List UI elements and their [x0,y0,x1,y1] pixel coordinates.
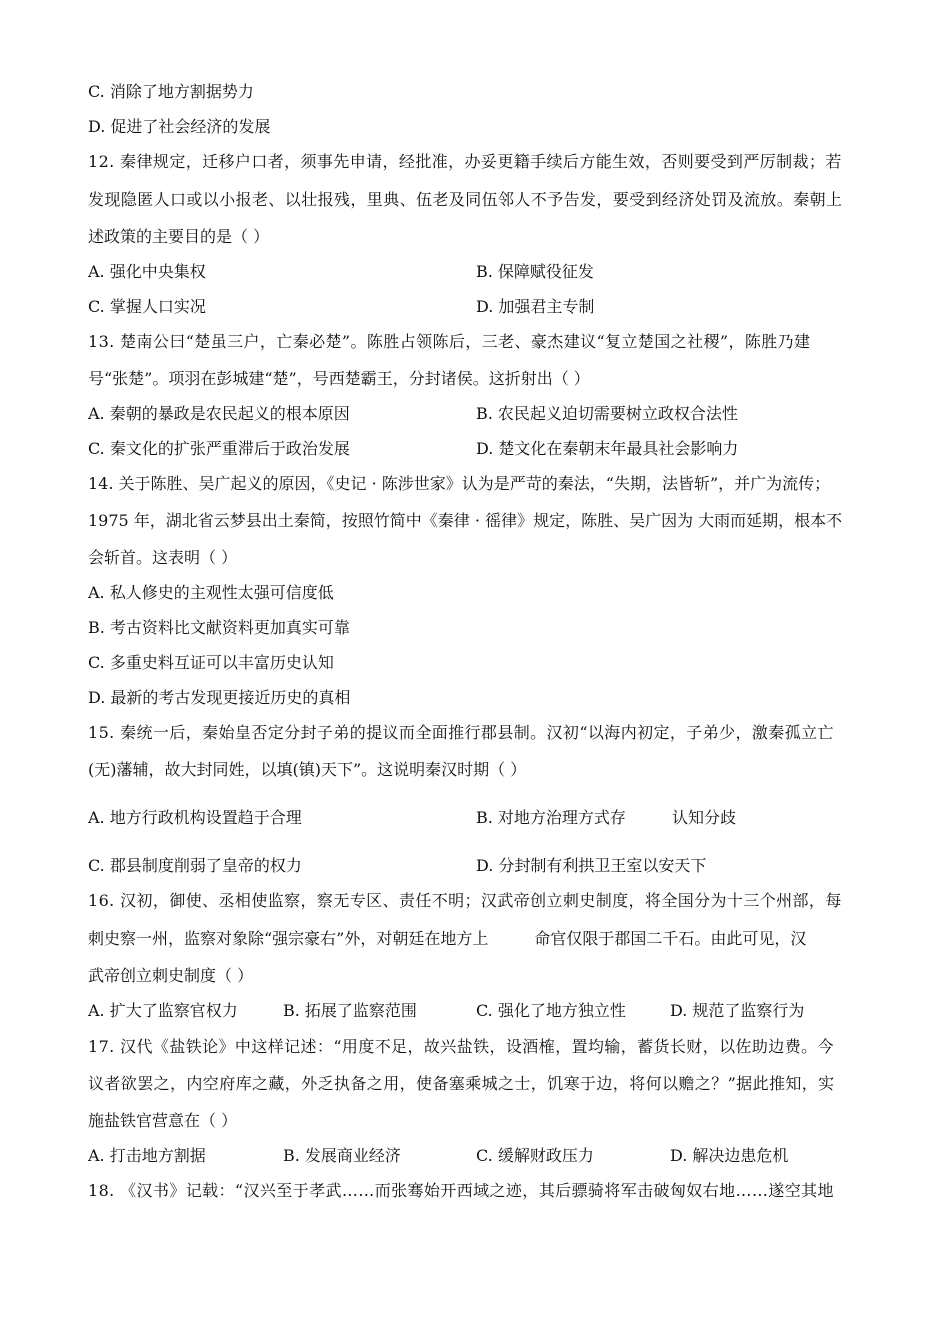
q16-option-c[interactable]: C. 强化了地方独立性 [476,1001,626,1020]
q15-option-c[interactable]: C. 郡县制度削弱了皇帝的权力 [88,856,302,875]
q17-option-b[interactable]: B. 发展商业经济 [283,1146,401,1165]
q11-option-c[interactable]: C. 消除了地方割据势力 [88,82,254,101]
q17-option-a[interactable]: A. 打击地方割据 [88,1146,206,1165]
q18-stem-line-1: 18. 《汉书》记载：“汉兴至于孝武……而张骞始开西域之迹，其后骠骑将军击破匈奴右地……遂空其地 [88,1181,834,1200]
q15-option-a[interactable]: A. 地方行政机构设置趋于合理 [88,808,302,827]
q12-stem-line-3: 述政策的主要目的是（ ） [88,227,270,246]
q16-stem-line-1: 16. 汉初，御使、丞相使监察，察无专区、责任不明；汉武帝创立刺史制度，将全国分为十三个州部，每 [88,891,842,910]
q14-option-c[interactable]: C. 多重史料互证可以丰富历史认知 [88,653,334,672]
q14-stem-line-3: 会斩首。这表明（ ） [88,548,238,567]
q12-stem-line-2: 发现隐匿人口或以小报老、以壮报残，里典、伍老及同伍邻人不予告发，要受到经济处罚及流放。秦朝上 [88,190,843,209]
q17-stem-line-1: 17. 汉代《盐铁论》中这样记述：“用度不足，故兴盐铁，设酒榷，置均输，蓄货长财，以佐助边费。今 [88,1037,834,1056]
q15-option-d[interactable]: D. 分封制有利拱卫王室以安天下 [476,856,707,875]
q12-option-c[interactable]: C. 掌握人口实况 [88,297,206,316]
q15-option-b-part-2: 认知分歧 [671,808,736,827]
q13-option-b[interactable]: B. 农民起义迫切需要树立政权合法性 [476,404,738,423]
q12-option-d[interactable]: D. 加强君主专制 [476,297,595,316]
q16-stem-line-2 [88,928,806,950]
q17-option-d[interactable]: D. 解决边患危机 [670,1146,789,1165]
q13-stem-line-2: 号“张楚”。项羽在彭城建“楚”，号西楚霸王，分封诸侯。这折射出（ ） [88,369,590,388]
q13-option-d[interactable]: D. 楚文化在秦朝末年最具社会影响力 [476,439,739,458]
q17-stem-line-3: 施盐铁官营意在（ ） [88,1111,238,1130]
q12-option-a[interactable]: A. 强化中央集权 [88,262,206,281]
q15-option-b-part-1: B. 对地方治理方式存 [476,808,626,827]
q17-option-c[interactable]: C. 缓解财政压力 [476,1146,594,1165]
q17-stem-line-2: 议者欲罢之，内空府库之藏，外乏执备之用，使备塞乘城之士，饥寒于边，将何以赡之？”据此推知，实 [88,1074,835,1093]
q14-option-b[interactable]: B. 考古资料比文献资料更加真实可靠 [88,618,350,637]
q15-stem-line-1: 15. 秦统一后，秦始皇否定分封子弟的提议而全面推行郡县制。汉初“以海内初定，子弟少，激秦孤立亡 [88,723,834,742]
q16-stem-line-2-part-2: 命官仅限于郡国二千石。由此可见，汉 [534,929,807,948]
q13-option-c[interactable]: C. 秦文化的扩张严重滞后于政治发展 [88,439,350,458]
q14-stem-line-1: 14. 关于陈胜、吴广起义的原因，《史记 · 陈涉世家》认为是严苛的秦法，“失期，法皆斩”，并广为流传； [88,474,831,493]
q16-option-a[interactable]: A. 扩大了监察官权力 [88,1001,238,1020]
q12-option-b[interactable]: B. 保障赋役征发 [476,262,594,281]
q13-stem-line-1: 13. 楚南公曰“楚虽三户，亡秦必楚”。陈胜占领陈后，三老、豪杰建议“复立楚国之社稷”，陈胜乃建 [88,332,811,351]
q16-stem-line-2-part-1: 刺史察一州，监察对象除“强宗豪右”外，对朝廷在地方上 [88,929,489,948]
q16-option-d[interactable]: D. 规范了监察行为 [670,1001,805,1020]
q12-stem-line-1: 12. 秦律规定，迁移户口者，须事先申请，经批准，办妥更籍手续后方能生效，否则要受到严厉制裁；若 [88,152,842,171]
q15-stem-line-2: (无)藩辅，故大封同姓，以填(镇)天下”。这说明秦汉时期（ ） [88,760,527,779]
q14-option-a[interactable]: A. 私人修史的主观性太强可信度低 [88,583,334,602]
q13-option-a[interactable]: A. 秦朝的暴政是农民起义的根本原因 [88,404,350,423]
q15-option-b[interactable] [476,807,736,829]
q14-stem-line-2: 1975 年，湖北省云梦县出土秦简，按照竹简中《秦律 · 徭律》规定，陈胜、吴广因为 大雨而延期，根本不 [88,511,843,530]
q11-option-d[interactable]: D. 促进了社会经济的发展 [88,117,271,136]
q14-option-d[interactable]: D. 最新的考古发现更接近历史的真相 [88,688,351,707]
q16-option-b[interactable]: B. 拓展了监察范围 [283,1001,417,1020]
q16-stem-line-3: 武帝创立刺史制度（ ） [88,966,254,985]
